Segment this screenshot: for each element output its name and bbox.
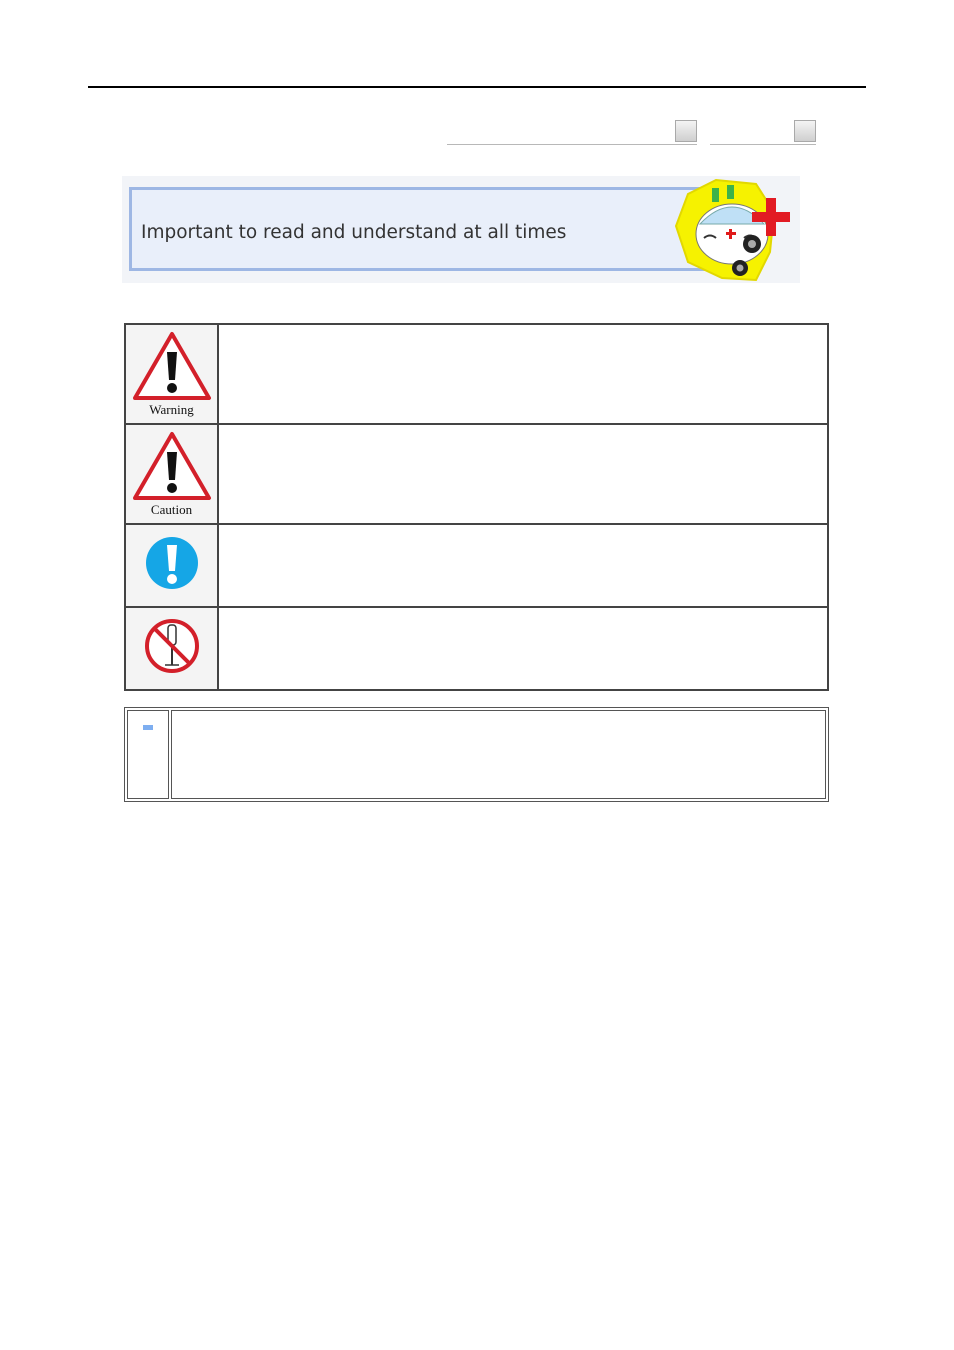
symbol-description (218, 524, 828, 607)
symbol-icon-cell (125, 424, 218, 524)
symbol-description (218, 324, 828, 424)
caution-triangle-icon (132, 430, 212, 500)
safety-symbol-table (124, 323, 829, 691)
field-left-button[interactable] (675, 120, 697, 142)
symbol-row-no-disassembly (125, 607, 828, 690)
header-rule (88, 86, 866, 88)
mandatory-exclamation-icon (144, 535, 200, 591)
symbol-row-warning (125, 324, 828, 424)
note-marker-cell (127, 710, 169, 799)
note-bullet-icon (143, 725, 153, 730)
symbol-icon-cell (125, 524, 218, 607)
field-right-button[interactable] (794, 120, 816, 142)
ambulance-mascot-icon (670, 176, 800, 283)
symbol-description (218, 607, 828, 690)
symbol-label: Warning (149, 402, 194, 417)
note-box (124, 707, 829, 802)
symbol-icon-cell (125, 607, 218, 690)
warning-triangle-icon (132, 330, 212, 400)
symbol-row-caution (125, 424, 828, 524)
symbol-icon-cell (125, 324, 218, 424)
header-field-right[interactable] (710, 120, 816, 145)
safety-banner (122, 176, 800, 283)
header-field-left[interactable] (447, 120, 697, 145)
symbol-description (218, 424, 828, 524)
note-text (171, 710, 826, 799)
banner-title: Important to read and understand at all times (141, 222, 567, 243)
symbol-row-mandatory (125, 524, 828, 607)
symbol-label: Caution (150, 502, 193, 517)
no-disassembly-icon (143, 617, 201, 675)
